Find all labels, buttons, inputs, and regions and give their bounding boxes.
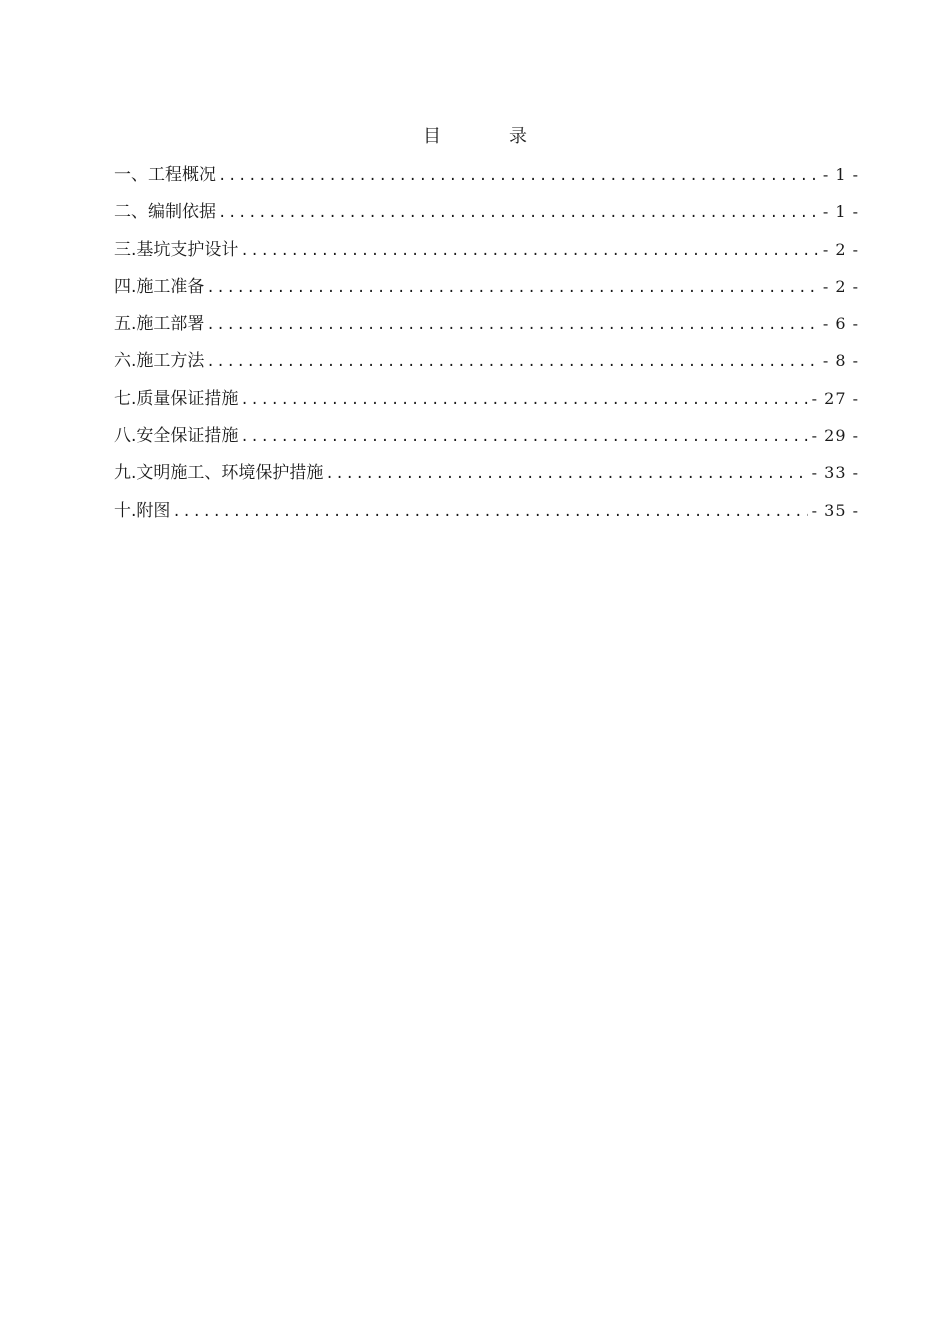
toc-entry-2[interactable] bbox=[114, 197, 859, 234]
toc-entry-text: 基坑支护设计 bbox=[136, 239, 239, 260]
toc-entry-text: 施工部署 bbox=[136, 314, 205, 335]
toc-leader-dots bbox=[240, 392, 807, 408]
toc-leader-dots bbox=[240, 243, 818, 259]
toc-entry-4[interactable] bbox=[114, 272, 859, 309]
toc-entry-page: - 2 - bbox=[822, 239, 859, 259]
toc-entry-number: 六. bbox=[114, 351, 137, 372]
toc-entry-number: 八. bbox=[114, 426, 137, 447]
toc-entry-8[interactable] bbox=[114, 421, 859, 458]
toc-entry-number: 九. bbox=[114, 463, 137, 484]
toc-entry-number: 三. bbox=[114, 239, 137, 260]
toc-entry-number: 四. bbox=[114, 276, 137, 297]
toc-entry-page: - 1 - bbox=[822, 202, 859, 222]
toc-entry-10[interactable] bbox=[114, 496, 859, 533]
toc-entry-page: - 27 - bbox=[811, 388, 859, 408]
toc-entry-page: - 2 - bbox=[822, 276, 859, 296]
toc-entry-text: 附图 bbox=[136, 500, 171, 521]
toc-entry-text: 质量保证措施 bbox=[136, 388, 239, 409]
toc-entry-number: 一、 bbox=[114, 165, 148, 185]
toc-leader-dots bbox=[206, 317, 818, 333]
toc-entry-number: 五. bbox=[114, 314, 137, 335]
toc-entry-9[interactable] bbox=[114, 458, 859, 495]
toc-leader-dots bbox=[206, 354, 818, 370]
toc-leader-dots bbox=[206, 280, 818, 296]
toc-entry-text: 施工方法 bbox=[136, 351, 205, 372]
toc-leader-dots bbox=[218, 168, 819, 184]
toc-entry-7[interactable] bbox=[114, 384, 859, 421]
toc-entry-page: - 33 - bbox=[811, 463, 859, 483]
toc-entry-number: 七. bbox=[114, 388, 137, 409]
toc-entry-6[interactable] bbox=[114, 346, 859, 383]
toc-entry-3[interactable] bbox=[114, 235, 859, 272]
toc-entry-page: - 35 - bbox=[811, 500, 859, 520]
toc-entry-text: 安全保证措施 bbox=[136, 426, 239, 447]
toc-entry-1[interactable] bbox=[114, 160, 859, 197]
toc-list bbox=[114, 160, 859, 533]
toc-title-char-1: 目 bbox=[423, 126, 441, 147]
toc-entry-page: - 1 - bbox=[822, 165, 859, 184]
toc-entry-number: 十. bbox=[114, 500, 137, 521]
toc-entry-number: 二、 bbox=[114, 202, 148, 223]
toc-entry-text: 工程概况 bbox=[148, 165, 216, 185]
toc-title-char-2: 录 bbox=[509, 126, 527, 147]
toc-entry-5[interactable] bbox=[114, 309, 859, 346]
toc-entry-page: - 8 - bbox=[822, 351, 859, 371]
toc-leader-dots bbox=[240, 429, 807, 445]
toc-leader-dots bbox=[172, 504, 807, 520]
toc-entry-text: 编制依据 bbox=[148, 202, 216, 223]
toc-leader-dots bbox=[325, 466, 807, 482]
toc-entry-page: - 6 - bbox=[822, 314, 859, 334]
toc-title bbox=[0, 122, 950, 148]
toc-entry-text: 文明施工、环境保护措施 bbox=[136, 463, 324, 484]
toc-entry-text: 施工准备 bbox=[136, 276, 205, 297]
toc-entry-page: - 29 - bbox=[811, 426, 859, 446]
toc-leader-dots bbox=[218, 205, 819, 221]
